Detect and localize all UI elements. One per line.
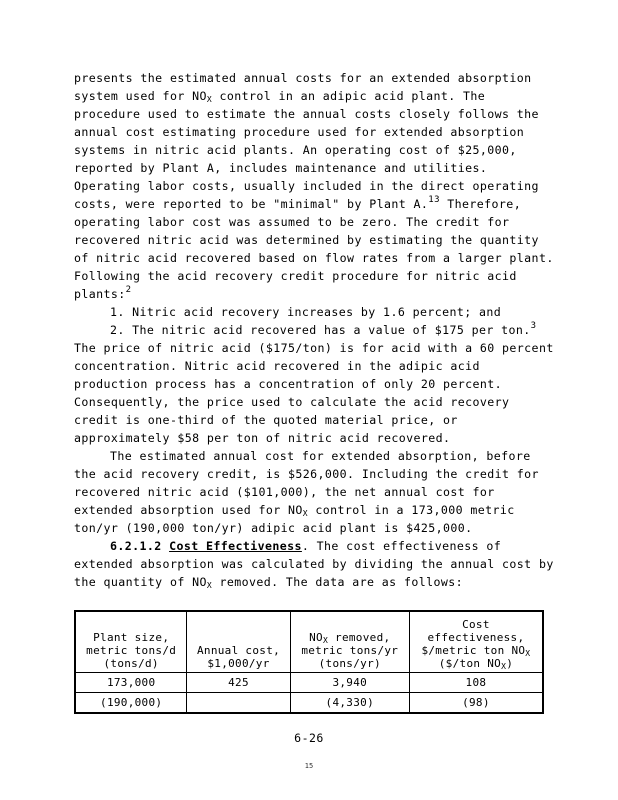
table-row <box>75 673 543 693</box>
header-plant-size: Plant size, metric tons/d (tons/d) <box>75 611 187 673</box>
reference-2: 2 <box>125 285 132 295</box>
cell-annual-cost <box>187 693 290 714</box>
subscript-x: X <box>206 581 213 590</box>
header-annual-cost: Annual cost, $1,000/yr <box>187 611 290 673</box>
text-run: presents the estimated annual costs for an extended absorption system used for NO <box>74 71 532 103</box>
table-header-row <box>75 611 543 673</box>
text-run: Therefore, operating labor cost was assumed to be zero. The credit for recovered nitric acid was determined by estimating the quantity of nitric acid recovered based on flow rates from a larger plant. Following the acid recovery credit procedure for nitric acid plants: <box>74 197 554 301</box>
reference-13: 13 <box>428 195 440 205</box>
footer-mark: 15 <box>304 762 314 770</box>
cell-cost-effectiveness: (98) <box>409 693 543 714</box>
cell-cost-effectiveness: 108 <box>409 673 543 693</box>
text-run: 2. The nitric acid recovered has a value of $175 per ton. <box>110 323 531 337</box>
text-run: removed. The data are as follows: <box>212 575 463 589</box>
subscript-x: X <box>302 509 308 518</box>
table-row <box>75 693 543 714</box>
header-cost-effectiveness: Cost effectiveness, $/metric ton $NO_X$ ($/ton $NO_X$) <box>409 611 543 673</box>
page-number: 6-26 <box>294 731 324 745</box>
text-run: control in an adipic acid plant. The procedure used to estimate the annual costs closely follows the annual cost estimating procedure used for extended absorption systems in nitric acid plants. An operating cost of $25,000, reported by Plant A, includes maintenance and utilities. Operating labor costs, usually included in the direct operating costs, were reported to be "minimal" by Plant A. <box>74 89 539 211</box>
cell-annual-cost: 425 <box>187 673 290 693</box>
cell-plant-size: (190,000) <box>75 693 187 714</box>
subscript-x: X <box>206 95 213 104</box>
text-run: . The cost effectiveness of extended absorption was calculated by dividing the annual cost by the quantity of NO <box>74 539 554 589</box>
text-run: control in a 173,000 metric ton/yr (190,000 ton/yr) adipic acid plant is $425,000. <box>74 503 515 535</box>
paragraph-acid-price: The price of nitric acid ($175/ton) is for acid with a 60 percent concentration. Nitric acid recovered in the adipic acid production process has a concentration of only 20 percent. Consequently, the price used to calculate the acid recovery credit is one-third of the quoted material price, or approximately $58 per ton of nitric acid recovered. <box>74 341 554 445</box>
cell-nox-removed: (4,330) <box>290 693 409 714</box>
reference-3: 3 <box>530 321 537 331</box>
cell-plant-size: 173,000 <box>75 673 187 693</box>
list-item-1: 1. Nitric acid recovery increases by 1.6 percent; and <box>110 305 502 319</box>
paragraph-net-cost <box>74 447 554 537</box>
cell-nox-removed: 3,940 <box>290 673 409 693</box>
paragraph-annual-costs <box>74 69 554 303</box>
header-nox-removed: $NO_X$ removed, metric tons/yr (tons/yr) <box>290 611 409 673</box>
body-text <box>74 69 554 591</box>
list-item-2 <box>74 321 554 339</box>
section-title: Cost Effectiveness <box>169 539 302 553</box>
paragraph-cost-effectiveness <box>74 537 554 591</box>
cost-effectiveness-table <box>74 610 544 714</box>
section-number: 6.2.1.2 <box>110 539 162 553</box>
text-run: The estimated annual cost for extended absorption, before the acid recovery credit, is $526,000. Including the credit for recovered nitric acid ($101,000), the net annual cost for extended absorption used for NO <box>74 449 539 517</box>
